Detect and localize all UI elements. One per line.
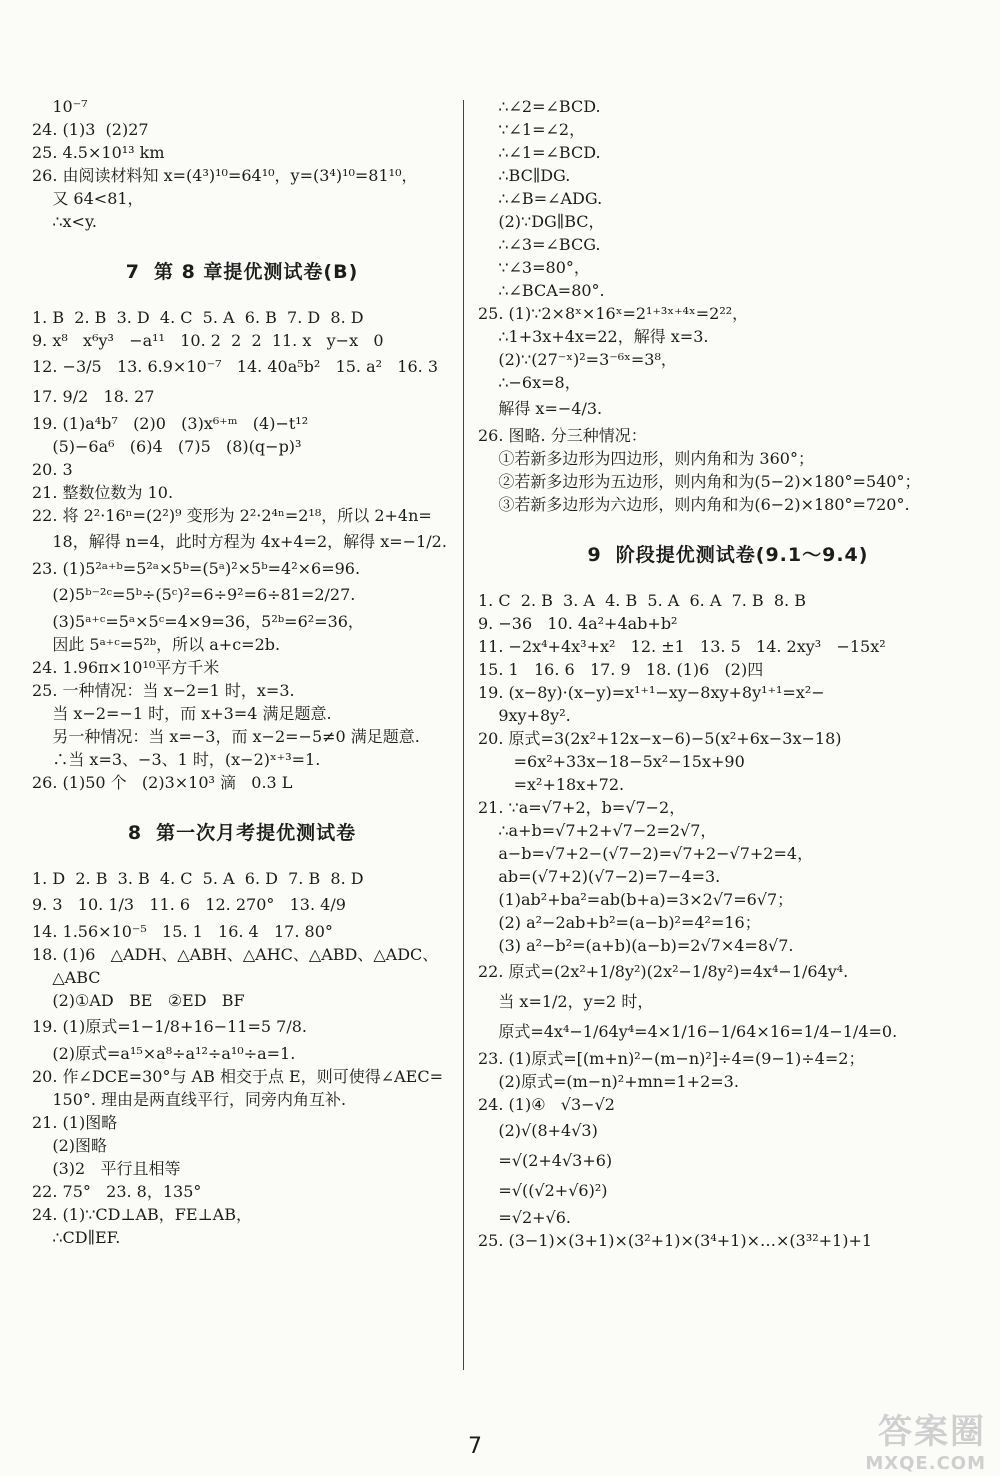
left-top-answers: [32, 95, 452, 233]
answer-line: ③若新多边形为六边形，则内角和为(6−2)×180°=720°.: [478, 495, 910, 514]
answer-line: 9. 3 10. 1/3 11. 6 12. 270° 13. 4/9: [32, 895, 346, 914]
answer-line: (2)∵DG∥BC，: [478, 212, 605, 231]
answer-line: ∴a+b=√7+2+√7−2=2√7，: [478, 821, 717, 840]
section-9-title: 阶段提优测试卷(9.1～9.4): [615, 544, 869, 566]
answer-line: 20. 3: [32, 460, 73, 479]
answer-line: 18，解得 n=4，此时方程为 4x+4=2，解得 x=−1/2.: [32, 532, 447, 551]
section-7-title: 第 8 章提优测试卷(B): [153, 261, 359, 283]
answer-line: 12. −3/5 13. 6.9×10⁻⁷ 14. 40a⁵b² 15. a² 16. 3: [32, 357, 439, 376]
answer-line: 10⁻⁷: [32, 97, 88, 116]
answer-line: 24. (1)④ √3−√2: [478, 1095, 615, 1114]
answer-line: (3)5ᵃ⁺ᶜ=5ᵃ×5ᶜ=4×9=36，5²ᵇ=6²=36，: [32, 612, 364, 631]
answer-line: (2)5ᵇ⁻²ᶜ=5ᵇ÷(5ᶜ)²=6÷9²=6÷81=2/27.: [32, 585, 356, 604]
answer-line: 20. 原式=3(2x²+12x−x−6)−5(x²+6x−3x−18): [478, 729, 842, 748]
left-column: [32, 95, 452, 1249]
answer-line: 25. (1)∵2×8ˣ×16ˣ=2¹⁺³ˣ⁺⁴ˣ=2²²，: [478, 304, 749, 323]
answer-line: ②若新多边形为五边形，则内角和为(5−2)×180°=540°；: [478, 472, 921, 491]
answer-line: ∴∠2=∠BCD.: [478, 97, 601, 116]
section-7-number: 7: [125, 261, 140, 283]
answer-line: (1)ab²+ba²=ab(b+a)=3×2√7=6√7；: [478, 890, 794, 909]
answer-line: ①若新多边形为四边形，则内角和为 360°；: [478, 449, 814, 468]
answer-line: ∴−6x=8，: [478, 373, 581, 392]
answer-line: 21. (1)图略: [32, 1113, 118, 1132]
answer-line: (2)原式=(m−n)²+mn=1+2=3.: [478, 1072, 739, 1091]
answer-line: 18. (1)6 △ADH、△ABH、△AHC、△ABD、△ADC、: [32, 945, 439, 964]
answer-line: 17. 9/2 18. 27: [32, 387, 155, 406]
answer-line: 24. (1)∵CD⊥AB，FE⊥AB，: [32, 1205, 252, 1224]
answer-line: 26. 图略. 分三种情况：: [478, 426, 647, 445]
answer-line: ∴CD∥EF.: [32, 1228, 121, 1247]
answer-line: ∴BC∥DG.: [478, 166, 571, 185]
answer-line: 9. x⁸ x⁶y³ −a¹¹ 10. 2 2 2 11. x y−x 0: [32, 331, 384, 350]
answer-line: 14. 1.56×10⁻⁵ 15. 1 16. 4 17. 80°: [32, 922, 333, 941]
answer-line: ∴x<y.: [32, 212, 97, 231]
right-top-answers: [478, 95, 978, 516]
section-8-heading: [32, 822, 452, 845]
answer-line: (3) a²−b²=(a+b)(a−b)=2√7×4=8√7.: [478, 936, 794, 955]
answer-line: 25. 一种情况：当 x−2=1 时，x=3.: [32, 681, 295, 700]
answer-line: ∴∠3=∠BCG.: [478, 235, 601, 254]
answer-line: ∴∠B=∠ADG.: [478, 189, 603, 208]
answer-line: 11. −2x⁴+4x³+x² 12. ±1 13. 5 14. 2xy³ −15x²: [478, 637, 886, 656]
answer-line: ∵∠1=∠2，: [478, 120, 586, 139]
answer-line: (2) a²−2ab+b²=(a−b)²=4²=16；: [478, 913, 761, 932]
watermark-logo: [836, 1404, 986, 1474]
answer-line: 150°. 理由是两直线平行，同旁内角互补.: [32, 1090, 347, 1109]
answer-line: 1. C 2. B 3. A 4. B 5. A 6. A 7. B 8. B: [478, 591, 806, 610]
answer-line: 1. B 2. B 3. D 4. C 5. A 6. B 7. D 8. D: [32, 308, 364, 327]
column-divider: [463, 100, 464, 1370]
answer-line: (2)√(8+4√3): [478, 1121, 598, 1140]
answer-line: 原式=4x⁴−1/64y⁴=4×1/16−1/64×16=1/4−1/4=0.: [478, 1022, 898, 1041]
section-7-heading: [32, 261, 452, 284]
answer-line: 19. (1)原式=1−1/8+16−11=5 7/8.: [32, 1017, 307, 1036]
answer-line: 当 x−2=−1 时，而 x+3=4 满足题意.: [32, 704, 332, 723]
answer-line: 25. (3−1)×(3+1)×(3²+1)×(3⁴+1)×…×(3³²+1)+1: [478, 1231, 873, 1250]
answer-line: 26. (1)50 个 (2)3×10³ 滴 0.3 L: [32, 773, 293, 792]
section-9-number: 9: [587, 544, 602, 566]
answer-line: (2)图略: [32, 1136, 108, 1155]
answer-line: =6x²+33x−18−5x²−15x+90: [478, 752, 745, 771]
answer-line: =√((√2+√6)²): [478, 1181, 608, 1200]
section-7-answers: [32, 306, 452, 794]
answer-line: (2)∵(27⁻ˣ)²=3⁻⁶ˣ=3⁸，: [478, 350, 677, 369]
answer-line: (2)①AD BE ②ED BF: [32, 991, 245, 1010]
answer-line: (2)原式=a¹⁵×a⁸÷a¹²÷a¹⁰÷a=1.: [32, 1044, 296, 1063]
answer-line: 又 64<81，: [32, 189, 144, 208]
page-number: 7: [468, 1434, 482, 1459]
section-8-title: 第一次月考提优测试卷: [156, 822, 357, 844]
answer-line: ∵∠3=80°，: [478, 258, 590, 277]
answer-line: 15. 1 16. 6 17. 9 18. (1)6 (2)四: [478, 660, 764, 679]
answer-line: ∴∠1=∠BCD.: [478, 143, 601, 162]
answer-line: 20. 作∠DCE=30°与 AB 相交于点 E，则可使得∠AEC=: [32, 1067, 443, 1086]
section-9-answers: [478, 589, 978, 1252]
right-column: [478, 95, 978, 1252]
answer-line: 9. −36 10. 4a²+4ab+b²: [478, 614, 678, 633]
answer-line: 19. (1)a⁴b⁷ (2)0 (3)x⁶⁺ᵐ (4)−t¹²: [32, 414, 309, 433]
answer-line: 9xy+8y².: [478, 706, 571, 725]
answer-line: =√2+√6.: [478, 1208, 571, 1227]
answer-line: 24. (1)3 (2)27: [32, 120, 149, 139]
answer-line: 21. ∵a=√7+2，b=√7−2，: [478, 798, 686, 817]
answer-line: ab=(√7+2)(√7−2)=7−4=3.: [478, 867, 721, 886]
answer-line: =√(2+4√3+6): [478, 1151, 613, 1170]
answer-line: 因此 5ᵃ⁺ᶜ=5²ᵇ，所以 a+c=2b.: [32, 635, 281, 654]
answer-line: 另一种情况：当 x=−3，而 x−2=−5≠0 满足题意.: [32, 727, 420, 746]
answer-line: 1. D 2. B 3. B 4. C 5. A 6. D 7. B 8. D: [32, 869, 364, 888]
answer-line: ∴∠BCA=80°.: [478, 281, 605, 300]
answer-line: 当 x=1/2，y=2 时，: [478, 992, 654, 1011]
answer-line: 22. 原式=(2x²+1/8y²)(2x²−1/8y²)=4x⁴−1/64y⁴.: [478, 962, 849, 981]
answer-line: 24. 1.96π×10¹⁰平方千米: [32, 658, 220, 677]
answer-line: =x²+18x+72.: [478, 775, 625, 794]
answer-line: 22. 将 2²·16ⁿ=(2²)⁹ 变形为 2²·2⁴ⁿ=2¹⁸，所以 2+4n=: [32, 506, 432, 525]
watermark-url: MXQE.COM: [865, 1453, 986, 1474]
answer-line: (3)2 平行且相等: [32, 1159, 181, 1178]
watermark-text: 答案圈: [878, 1412, 986, 1452]
answer-line: a−b=√7+2−(√7−2)=√7+2−√7+2=4，: [478, 844, 814, 863]
answer-line: 解得 x=−4/3.: [478, 399, 603, 418]
answer-line: 22. 75° 23. 8，135°: [32, 1182, 202, 1201]
answer-line: ∴1+3x+4x=22，解得 x=3.: [478, 327, 709, 346]
answer-line: (5)−6a⁶ (6)4 (7)5 (8)(q−p)³: [32, 437, 302, 456]
section-8-answers: [32, 867, 452, 1249]
section-8-number: 8: [127, 822, 143, 844]
section-9-heading: [478, 544, 978, 567]
answer-line: 23. (1)原式=[(m+n)²−(m−n)²]÷4=(9−1)÷4=2；: [478, 1049, 865, 1068]
answer-line: △ABC: [32, 968, 101, 987]
answer-line: 26. 由阅读材料知 x=(4³)¹⁰=64¹⁰，y=(3⁴)¹⁰=81¹⁰，: [32, 166, 418, 185]
answer-line: 23. (1)5²ᵃ⁺ᵇ=5²ᵃ×5ᵇ=(5ᵃ)²×5ᵇ=4²×6=96.: [32, 559, 361, 578]
answer-line: 21. 整数位数为 10.: [32, 483, 174, 502]
answer-line: 25. 4.5×10¹³ km: [32, 143, 165, 162]
answer-line: ∴当 x=3、−3、1 时，(x−2)ˣ⁺³=1.: [32, 750, 321, 769]
answer-line: 19. (x−8y)·(x−y)=x¹⁺¹−xy−8xy+8y¹⁺¹=x²−: [478, 683, 825, 702]
